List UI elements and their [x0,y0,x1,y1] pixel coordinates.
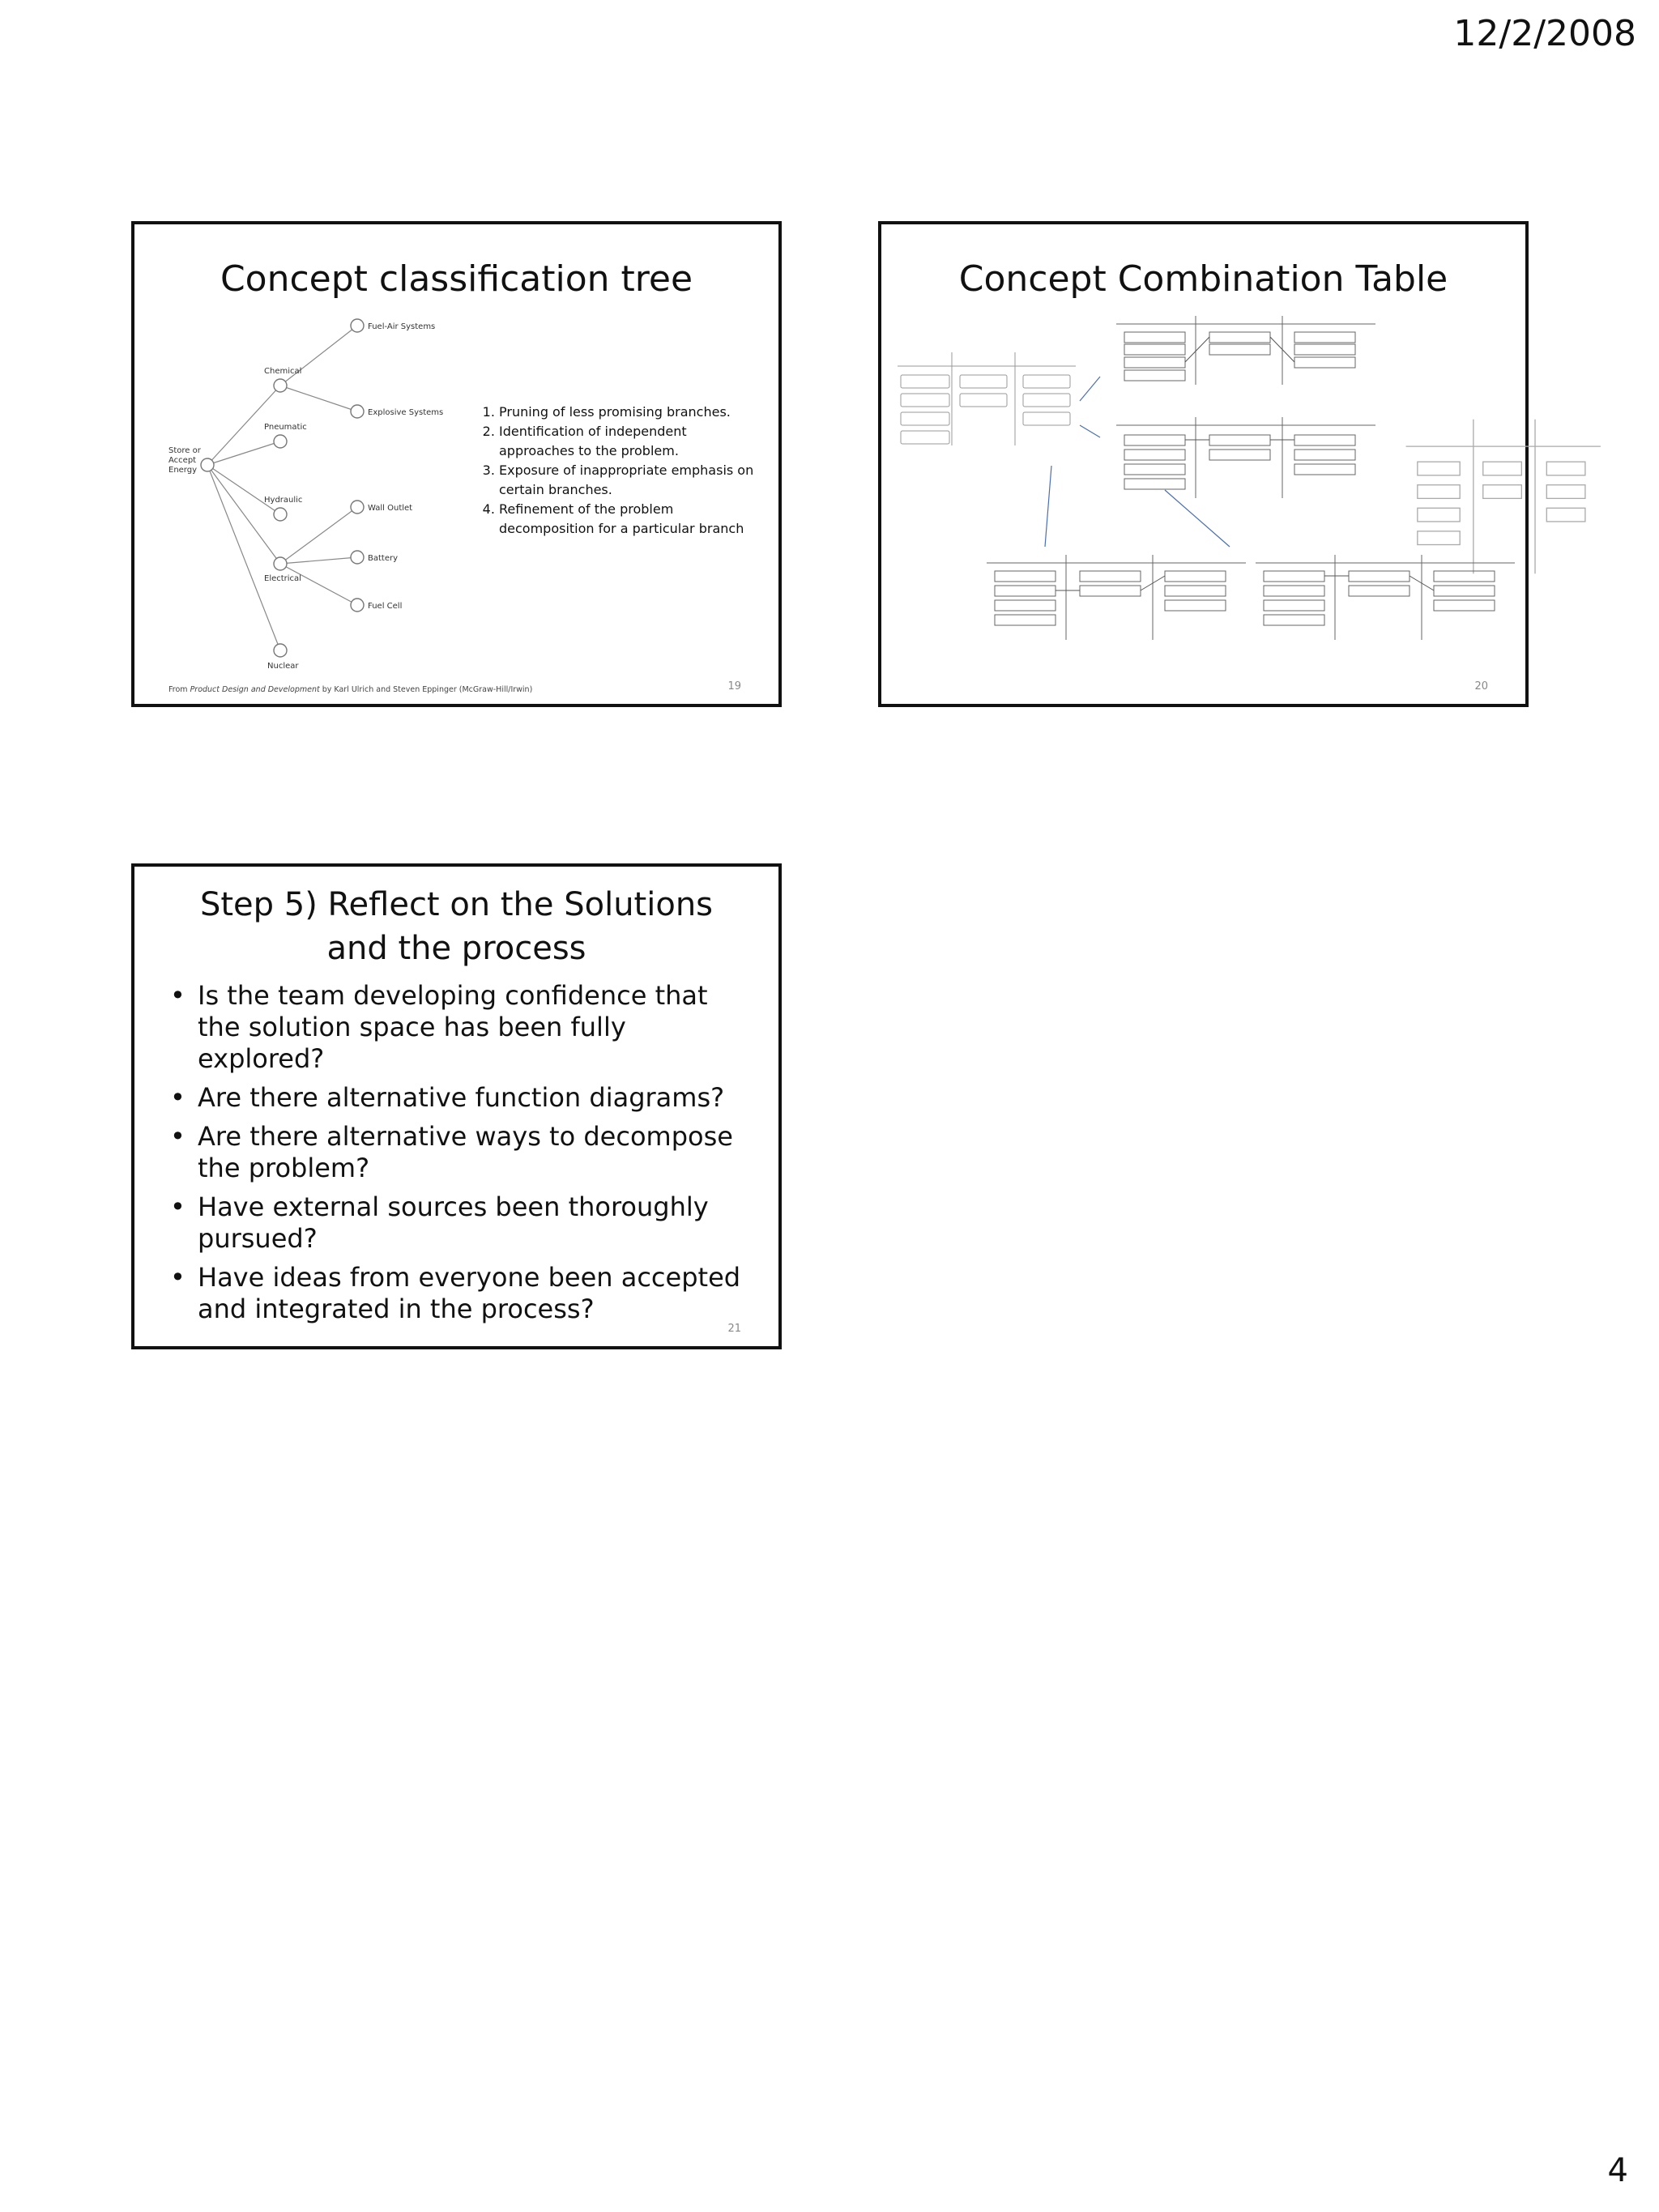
reflection-questions-list [165,980,746,1332]
slide-number: 20 [1474,680,1488,693]
svg-text:Energy: Energy [168,466,198,475]
list-item: • Have ideas from everyone been accepted and integrated in the process? [170,1262,741,1324]
tree-leaf-label: Battery [368,554,399,563]
list-item: 3. Exposure of inappropriate emphasis on certain branches. [499,461,758,500]
tree-branch-label: Chemical [264,367,302,376]
list-item: 4. Refinement of the problem decomposition for a particular branch [499,500,758,539]
list-item: • Are there alternative ways to decompose the problem? [170,1121,733,1183]
slide-step5-reflect [131,863,782,1349]
tree-leaf-label: Wall Outlet [368,504,413,513]
combination-table-image [889,304,1521,684]
svg-text:Accept: Accept [168,456,197,465]
slide-title: Step 5) Reflect on the Solutions and the process [199,886,714,967]
slide-concept-classification-tree [131,221,782,707]
list-item: 1. Pruning of less promising branches. [499,403,758,422]
slide-concept-combination-table [878,221,1529,707]
list-item: • Are there alternative function diagrams? [170,1082,725,1113]
header-date: 12/2/2008 [1453,13,1636,54]
slide-title: Concept Combination Table [958,258,1448,300]
list-item: • Have external sources been thoroughly pursued? [170,1191,709,1254]
source-credit: From Product Design and Development by Karl Ulrich and Steven Eppinger (McGraw-Hill/Irwin) [168,685,533,694]
tree-benefits-list [471,403,758,539]
list-item: • Is the team developing confidence that the solution space has been fully explored? [170,980,708,1074]
slide-title: Concept classification tree [220,258,693,300]
tree-branch-label: Electrical [264,574,301,583]
tree-leaf-label: Explosive Systems [368,408,444,417]
tree-branch-label: Hydraulic [264,496,303,505]
tree-branch-label: Nuclear [267,662,299,671]
slide-number: 21 [727,1323,741,1335]
tree-leaf-label: Fuel Cell [368,602,403,611]
list-item: 2. Identification of independent approaches to the problem. [499,422,758,461]
slide-number: 19 [727,680,741,693]
tree-branch-label: Pneumatic [264,423,307,432]
tree-leaf-label: Fuel-Air Systems [368,322,436,331]
page-number: 4 [1607,2152,1628,2189]
tree-root-label: Store or [168,446,201,455]
